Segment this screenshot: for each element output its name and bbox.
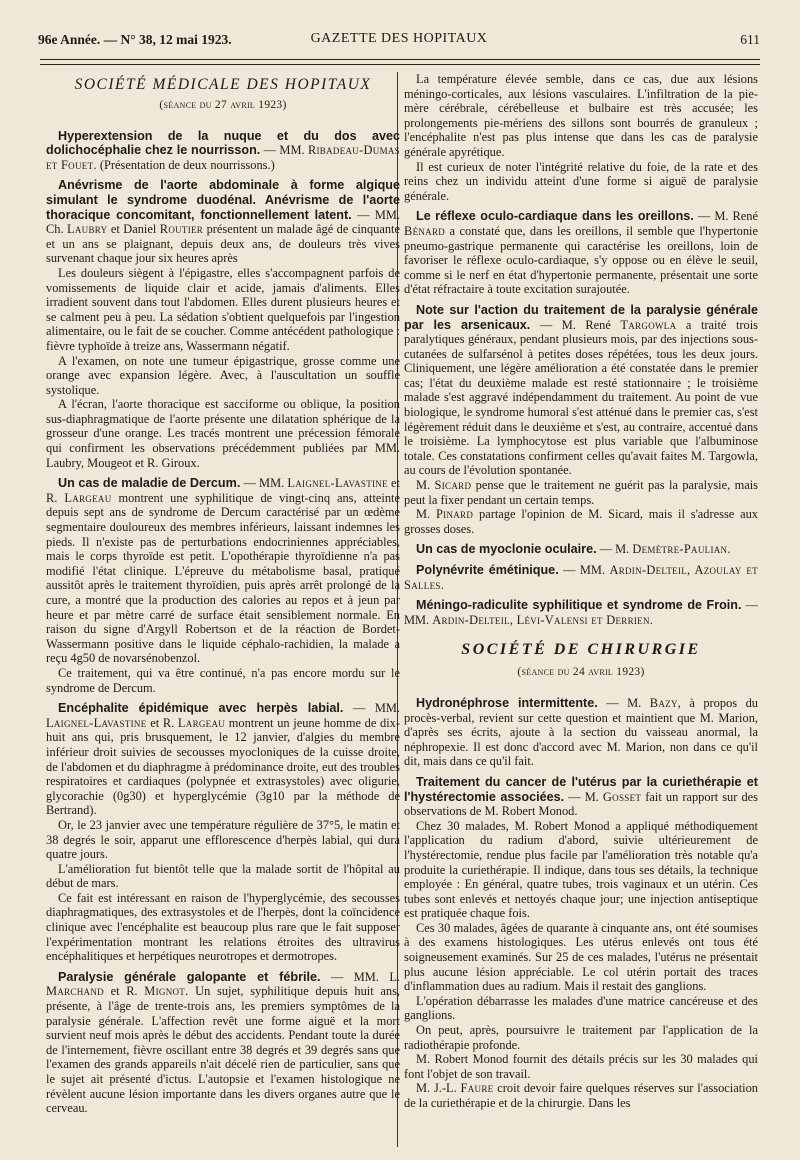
session-date: (séance du 24 avril 1923) (517, 666, 645, 679)
header-rule (40, 59, 760, 60)
author: Ardin-Delteil, Lévi-Valensi et Derrien. (432, 612, 654, 627)
paragraph: Ces 30 malades, âgées de quarante à cinquante ans, ont été soumises à des examens histologiques. Les utérus enlevés ont tous été soigneusement examinés. Sur 25 de ces malades, l'utérus ne présentait plus aucune lésion appréciable. Le col utérin portait des traces d'inflammation dues au radium. Mais il restait des ganglions. (404, 920, 758, 994)
article-title: Traitement du cancer de l'utérus par la curiethérapie et l'hystérectomie associées. (404, 774, 758, 804)
article-title: Un cas de maladie de Dercum. (58, 476, 241, 491)
paragraph: On peut, après, poursuivre le traitement par l'application de la radiothérapie profonde. (404, 1023, 758, 1052)
article-body: fait un rapport sur des observations de M. Robert Monod. (404, 789, 758, 819)
article-myoclonie: Un cas de myoclonie oculaire. — M. Demètre-Paulian. (416, 542, 731, 557)
paragraph: L'amélioration fut bientôt telle que la malade sortit de l'hôpital au début de mars. (46, 861, 400, 891)
article-title: Note sur l'action du traitement de la paralysie générale par les arsenicaux. (404, 302, 758, 332)
author: Laignel-Lavastine (46, 715, 147, 730)
author: Marchand (46, 984, 104, 999)
page-number: 611 (740, 32, 760, 47)
article-polynevrite: Polynévrite émétinique. — MM. Ardin-Delteil, Azoulay et Salles. (404, 563, 758, 592)
article-hyperextension: Hyperextension de la nuque et du dos avec dolichocéphalie chez le nourrisson. — MM. Ribadeau-Dumas et Fouet. (Présentation de deux nourrissons.) (46, 128, 400, 172)
article-body: montrent une syphilitique de vingt-cinq ans, atteinte depuis sept ans de syndrome de Dercum caractérisé par un œdème segmentaire douloureux des membres inférieurs, laissant indemnes les pieds. Il n'existe pas de perturbations endocriniennes appréciables, mais le corps thyroïde est petit. L'opothérapie thyroïdienne n'a pas modifié l'état clinique. L'épreuve du métabolisme basal, pratiqué aussitôt après le traitement thyroïdien, puis après arrêt prolongé de la cure, a montré que la production des calories au repos et à jeun par heure et par mètre carré de surface était sensiblement normale. En raison du signe d'Argyll Robertson et de la réaction de Bordet-Wassermann positive dans le liquide céphalo-rachidien, la malade a reçu 4g50 de novarsénobenzol. (46, 490, 400, 666)
author: Bénard (404, 223, 446, 238)
article-reflexe: Le réflexe oculo-cardiaque dans les oreillons. — M. René Bénard a constaté que, dans les oreillons, il semble que l'hypertonie pneumo-gastrique permanente qui caractérise les oreillons, loin de favoriser le réflexe oculo-cardiaque, s'y oppose ou en élève le seuil, comme si le nerf en état d'hypertonie permanente, présentait une sorte d'état réfractaire à toute excitation surajoutée. (404, 209, 758, 297)
article-body: a constaté que, dans les oreillons, il semble que l'hypertonie pneumo-gastrique permanente qui caractérise les oreillons, loin de favoriser le réflexe oculo-cardiaque, s'y oppose ou en élève le seuil, comme si le nerf en état d'hypertonie permanente, présentait une sorte d'état réfractaire à toute excitation surajoutée. (404, 223, 758, 297)
article-anevrisme: Anévrisme de l'aorte abdominale à forme algique simulant le syndrome duodénal. Anévrisme de l'aorte thoracique concomitant, fonctionnellement latent. — MM. Ch. Laubry et Daniel Routier présentent un malade âgé de cinquante et un ans se plaignant, depuis deux ans, de douleurs très vives survenant chaque jour six heures après (46, 178, 400, 266)
author: Routier (159, 222, 204, 237)
article-body: , à propos du procès-verbal, revient sur cette question et maintient que M. Marion, d'après ses écrits, ajoute à la section du vaisseau anormal, la néphropexie. Il est donc d'accord avec M. Marion, non dans ce qu'il dit, mais dans ce qu'il fait. (404, 695, 758, 769)
article-arsenicaux: Note sur l'action du traitement de la paralysie générale par les arsenicaux. — M. René Targowla a traité trois paralytiques généraux, pendant plusieurs mois, par des injections sous-cutanées de sulfarsénol à petites doses répétées, tous les deux jours. Cliniquement, une légère amélioration a été constatée dans le premier cas; l'état du deuxième malade est resté stationnaire ; le troisième malade s'est aggravé indépendamment du traitement. Au point de vue biologique, le syndrome humoral s'est atténué dans le premier cas, s'est légèrement réduit dans le deuxième et s'est, au contraire, accentué dans le troisième. La lymphocytose est plus variable que l'albuminose totale. Ces constatations confirment celles qu'avait faites M. Targowla, au cours de l'évolution spontanée. (404, 302, 758, 478)
article-body: présentent un malade âgé de cinquante et un ans se plaignant, depuis deux ans, de douleurs très vives survenant chaque jour six heures après (46, 222, 400, 266)
article-body: a traité trois paralytiques généraux, pendant plusieurs mois, par des injections sous-cutanées de sulfarsénol à petites doses répétées, tous les deux jours. Cliniquement, une légère amélioration a été constatée dans le premier cas; l'état du deuxième malade est resté stationnaire ; le troisième malade s'est aggravé indépendamment du traitement. Au point de vue biologique, le syndrome humoral s'est atténué dans le premier cas, s'est légèrement réduit dans le deuxième et s'est, au contraire, accentué dans le troisième. La lymphocytose est plus variable que l'albuminose totale. Ces constatations confirment celles qu'avait faites M. Targowla, au cours de l'évolution spontanée. (404, 317, 758, 478)
journal-title: GAZETTE DES HOPITAUX (310, 31, 488, 46)
paragraph: Or, le 23 janvier avec une température régulière de 37°5, le matin et 38 degrés le soir, apparut une efflorescence d'herpès labial, qui dura quatre jours. (46, 817, 400, 862)
article-encephalite: Encéphalite épidémique avec herpès labial. — MM. Laignel-Lavastine et R. Largeau montrent un jeune homme de dix-huit ans qui, pris brusquement, le 12 janvier, d'algies du membre inférieur droit suivies de secousses myocloniques de la cuisse droite, de l'abdomen et du diaphragme à prédominance droite, eut des troubles respiratoires et cardiaques (polypnée et extrasystoles) avec oligurie, glycorachie (0g30) et hyperglycémie (3g10 par la méthode de Bertrand). (46, 701, 400, 818)
paragraph: A l'examen, on note une tumeur épigastrique, grosse comme une orange avec expansion légère. Avec, à l'auscultation un souffle systolique. (46, 353, 400, 397)
article-hydronephrose: Hydronéphrose intermittente. — M. Bazy, à propos du procès-verbal, revient sur cette question et maintient que M. Marion, d'après ses écrits, ajoute à la section du vaisseau anormal, la néphropexie. Il est donc d'accord avec M. Marion, non dans ce qu'il dit, mais dans ce qu'il fait. (404, 695, 758, 769)
header-rule-thin (40, 64, 760, 65)
paragraph: La température élevée semble, dans ce cas, due aux lésions méningo-corticales, aux lésions vasculaires. L'infiltration de la pie-mère cérébrale, cérébelleuse et bulbaire est très accusée; les prolongements pie-mériens des sillons sont bourrés de granuleux ; l'encéphalite n'est pas plus intense que dans les cas de paralysie générale apyrétique. (404, 72, 758, 159)
article-title: Hydronéphrose intermittente. (416, 695, 598, 710)
paragraph: Ce traitement, qui va être continué, n'a pas encore mordu sur le syndrome de Dercum. (46, 665, 400, 695)
society-title: SOCIÉTÉ MÉDICALE DES HOPITAUX (74, 76, 372, 93)
author: Bazy (649, 695, 678, 710)
author: Ardin-Delteil, Azoulay et Salles. (404, 563, 758, 592)
paragraph: Ce fait est intéressant en raison de l'hyperglycémie, des secousses diaphragmatiques, des extrasystoles et de l'herpès, dont la coïncidence clinique avec l'encéphalite est beaucoup plus rare que le fait supposer l'expérimentation montrant les relations étroites des ultravirus encéphalitiques et herpétiques neurotropes et dermotropes. (46, 890, 400, 964)
article-title: Le réflexe oculo-cardiaque dans les oreillons. (416, 209, 694, 224)
paragraph: Chez 30 malades, M. Robert Monod a appliqué méthodiquement l'application du radium d'abord, suivie ultérieurement de l'hystérectomie, rendue plus facile par l'amélioration très notable qu'a produite la curiethérapie. Il indique, dans tous ses détails, la technique employée : En général, quatre tubes, trois vaginaux et un utérin. Ces tubes sont enlevés et nettoyés chaque jour; une injection antiseptique est pratiquée chaque fois. (404, 818, 758, 921)
session-date: (séance du 27 avril 1923) (159, 99, 287, 111)
article-meningo-radiculite: Méningo-radiculite syphilitique et syndrome de Froin. — MM. Ardin-Delteil, Lévi-Valensi et Derrien. (404, 598, 758, 627)
paragraph: M. J.-L. Faure croit devoir faire quelques réserves sur l'association de la curiethérapie et de la chirurgie. Dans les (404, 1081, 758, 1110)
running-head (38, 30, 760, 52)
paragraph: M. Robert Monod fournit des détails précis sur les 30 malades qui font l'objet de son travail. (404, 1052, 758, 1081)
author: Laubry (67, 222, 108, 237)
author: Laignel-Lavastine (287, 476, 388, 491)
article-body: Un sujet, syphilitique depuis huit ans, présente, à l'âge de trente-trois ans, les premiers symptômes de la paralysie générale. L'affection revêt une forme aiguë et la mort survient neuf mois après le début des accidents. Pendant toute la durée de l'internement, fièvre oscillant entre 38 degrés et 39 degrés sans que l'examen des grands appareils n'ait décelé rien de particulier, sans que le sujet ait présenté d'ictus. L'autopsie et l'examen histologique ne révèlent aucune lésion importante dans les divers organes autre que le cerveau. (46, 984, 400, 1116)
author: Mignot. (144, 984, 189, 999)
author: Sicard (434, 478, 472, 493)
author: Gosset (602, 789, 642, 804)
author: Faure (460, 1081, 494, 1096)
article-title: Méningo-radiculite syphilitique et syndrome de Froin. (416, 598, 742, 613)
paragraph: A l'écran, l'aorte thoracique est sacciforme ou oblique, la position sus-diaphragmatique de l'aorte présente une dilatation sphérique de la grosseur d'une orange. Les tracés montrent une précession fémorale qui confirment les observations précédemment publiées par MM. Laubry, Mougeot et R. Giroux. (46, 397, 400, 470)
left-column (46, 72, 400, 1152)
society-title: SOCIÉTÉ DE CHIRURGIE (461, 641, 701, 659)
article-title: Un cas de myoclonie oculaire. (416, 542, 597, 557)
author: Largeau (177, 715, 226, 730)
article-title: Anévrisme de l'aorte abdominale à forme algique simulant le syndrome duodénal. Anévrisme de l'aorte thoracique concomitant, fonctionnellement latent. (46, 178, 400, 222)
author: Largeau (64, 490, 112, 505)
article-title: Encéphalite épidémique avec herpès labial. (58, 701, 344, 716)
issue-info: 96e Année. — N° 38, 12 mai 1923. (38, 32, 232, 47)
paragraph: M. Pinard partage l'opinion de M. Sicard, mais il s'adresse aux grosses doses. (404, 507, 758, 536)
paragraph: Il est curieux de noter l'intégrité relative du foie, de la rate et des reins chez un individu atteint d'une forme si aiguë de paralysie générale. (404, 159, 758, 203)
author: Pinard (435, 507, 474, 522)
article-dercum: Un cas de maladie de Dercum. — MM. Laignel-Lavastine et R. Largeau montrent une syphilitique de vingt-cinq ans, atteinte depuis sept ans de syndrome de Dercum caractérisé par un œdème segmentaire douloureux des membres inférieurs, laissant indemnes les pieds. Il n'existe pas de perturbations endocriniennes appréciables, mais le corps thyroïde est petit. L'opothérapie thyroïdienne n'a pas modifié l'état clinique. L'épreuve du métabolisme basal, pratiqué aussitôt après le traitement thyroïdien, puis après arrêt prolongé de la cure, a montré que la production des calories au repos et à jeun par heure et par mètre carré de surface était sensiblement normale. En raison du signe d'Argyll Robertson et de la réaction de Bordet-Wassermann positive dans le liquide céphalo-rachidien, la malade a reçu 4g50 de novarsénobenzol. (46, 476, 400, 666)
paragraph: M. Sicard pense que le traitement ne guérit pas la paralysie, mais peut la fixer pendant un certain temps. (404, 478, 758, 507)
article-paralysie: Paralysie générale galopante et fébrile. — MM. L. Marchand et R. Mignot. Un sujet, syphilitique depuis huit ans, présente, à l'âge de trente-trois ans, les premiers symptômes de la paralysie générale. L'affection revêt une forme aiguë et la mort survient neuf mois après le début des accidents. Pendant toute la durée de l'internement, fièvre oscillant entre 38 degrés et 39 degrés sans que l'examen des grands appareils n'ait décelé rien de particulier, sans que le sujet ait présenté d'ictus. L'autopsie et l'examen histologique ne révèlent aucune lésion importante dans les divers organes autre que le cerveau. (46, 969, 400, 1116)
article-title: Polynévrite émétinique. (416, 563, 559, 577)
article-cancer-uterus: Traitement du cancer de l'utérus par la curiethérapie et l'hystérectomie associées. — M. Gosset fait un rapport sur des observations de M. Robert Monod. (404, 774, 758, 819)
article-title: Hyperextension de la nuque et du dos avec dolichocéphalie chez le nourrisson. (46, 128, 400, 158)
author: Demètre-Paulian. (632, 542, 731, 557)
article-title: Paralysie générale galopante et fébrile. (58, 969, 321, 984)
paragraph: Les douleurs siègent à l'épigastre, elles s'accompagnent parfois de vomissements de liquide clair et acide, jamais d'aliments. Elles irradient souvent dans tout l'abdomen. Elles durent plusieurs heures et se calment peu à peu. La sédation s'obtient quelquefois par l'ingestion alimentaire, ou le fait de se coucher. Comme antécédent pathologique : fièvre typhoïde à treize ans, Wassermann négatif. (46, 265, 400, 353)
paragraph: L'opération débarrasse les malades d'une matrice cancéreuse et des ganglions. (404, 993, 758, 1023)
right-column (404, 72, 758, 1152)
author: Targowla (620, 317, 677, 332)
article-body: montrent un jeune homme de dix-huit ans qui, pris brusquement, le 12 janvier, d'algies du membre inférieur droit suivies de secousses myocloniques de la cuisse droite, de l'abdomen et du diaphragme à prédominance droite, eut des troubles respiratoires et cardiaques (polypnée et extrasystoles) avec oligurie, glycorachie (0g30) et hyperglycémie (3g10 par la méthode de Bertrand). (46, 715, 400, 818)
authors: Ribadeau-Dumas et Fouet. (46, 143, 400, 172)
